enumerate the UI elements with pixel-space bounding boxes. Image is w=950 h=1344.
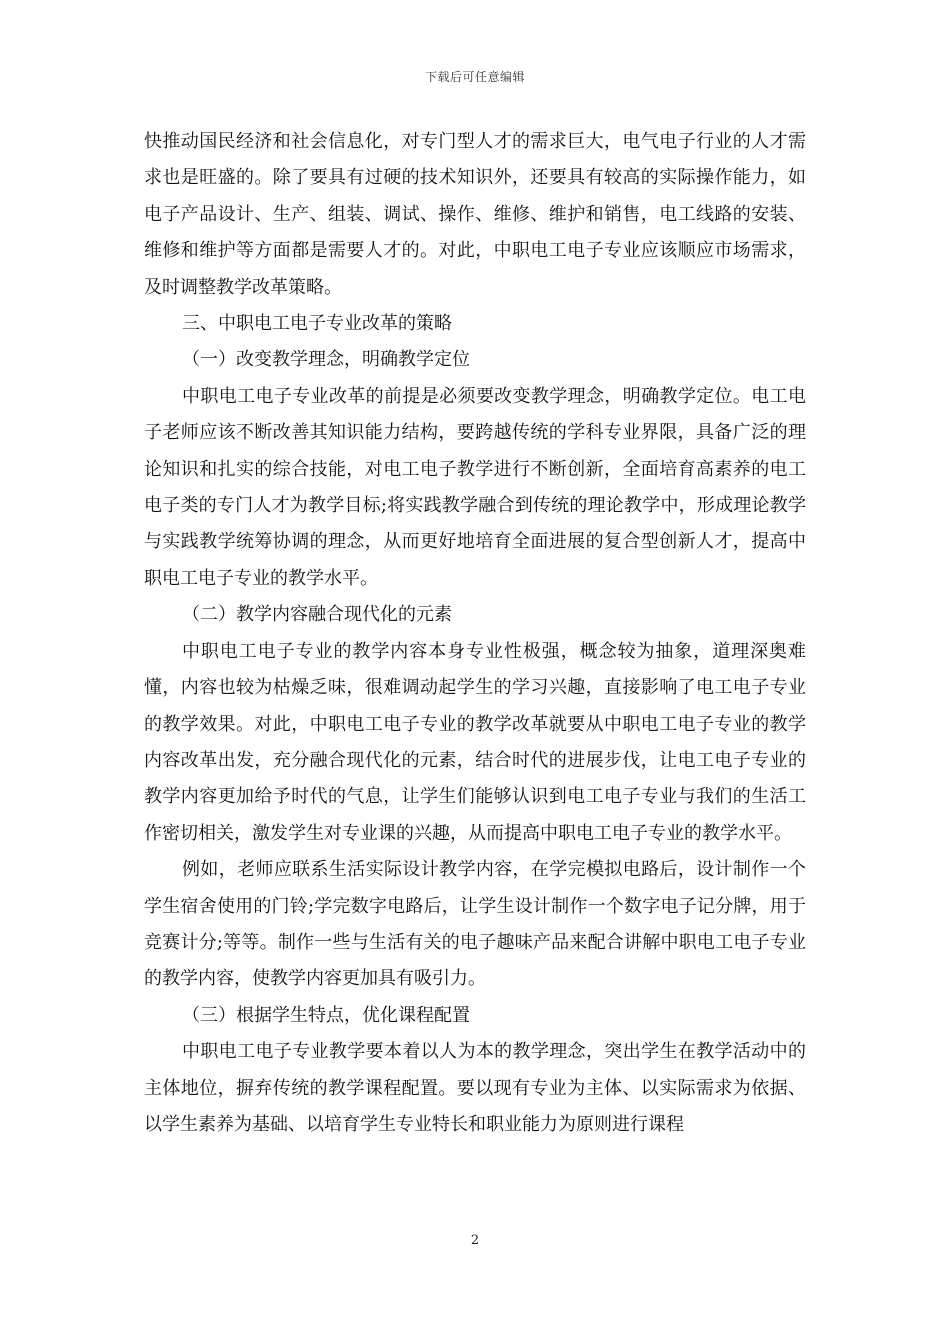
page-header: 下载后可任意编辑 [424,70,525,84]
subheading-teaching-concept: （一）改变教学理念，明确教学定位 [182,349,470,371]
paragraph-market-demand: 快推动国民经济和社会信息化，对专门型人才的需求巨大，电气电子行业的人才需求也是旺盛的。除了要具有过硬的技术知识外，还要具有较高的实际操作能力，如电子产品设计、生产、组装、调试、操作、维修、维护和销售，电工线路的安装、维修和维护等方面都是需要人才的。对此，中职电工电子专业应该顺应市场需求，及时调整教学改革策略。 [144,131,806,298]
paragraph-modern-elements: 中职电工电子专业的教学内容本身专业性极强，概念较为抽象，道理深奥难懂，内容也较为枯燥乏味，很难调动起学生的学习兴趣，直接影响了电工电子专业的教学效果。对此，中职电工电子专业的教学改革就要从中职电工电子专业的教学内容改革出发，充分融合现代化的元素，结合时代的进展步伐，让电工电子专业的教学内容更加给予时代的气息，让学生们能够认识到电工电子专业与我们的生活工作密切相关，激发学生对专业课的兴趣，从而提高中职电工电子专业的教学水平。 [144,640,806,844]
document-body [144,124,806,1143]
section-heading-strategies: 三、中职电工电子专业改革的策略 [182,313,452,335]
page-number: 2 [470,1233,480,1248]
paragraph-teaching-concept: 中职电工电子专业改革的前提是必须要改变教学理念，明确教学定位。电工电子老师应该不断改善其知识能力结构，要跨越传统的学科专业界限，具备广泛的理论知识和扎实的综合技能，对电工电子教学进行不断创新，全面培育高素养的电工电子类的专门人才为教学目标;将实践教学融合到传统的理论教学中，形成理论教学与实践教学统筹协调的理念，从而更好地培育全面进展的复合型创新人才，提高中职电工电子专业的教学水平。 [144,385,806,589]
subheading-modern-elements: （二）教学内容融合现代化的元素 [182,604,452,626]
subheading-course-configuration: （三）根据学生特点，优化课程配置 [182,1004,470,1026]
paragraph-example: 例如，老师应联系生活实际设计教学内容，在学完模拟电路后，设计制作一个学生宿舍使用的门铃;学完数字电路后，让学生设计制作一个数字电子记分牌，用于竞赛计分;等等。制作一些与生活有关的电子趣味产品来配合讲解中职电工电子专业的教学内容，使教学内容更加具有吸引力。 [144,859,806,990]
paragraph-course-configuration: 中职电工电子专业教学要本着以人为本的教学理念，突出学生在教学活动中的主体地位，摒弃传统的教学课程配置。要以现有专业为主体、以实际需求为依据、以学生素养为基础、以培育学生专业特长和职业能力为原则进行课程 [144,1041,806,1135]
